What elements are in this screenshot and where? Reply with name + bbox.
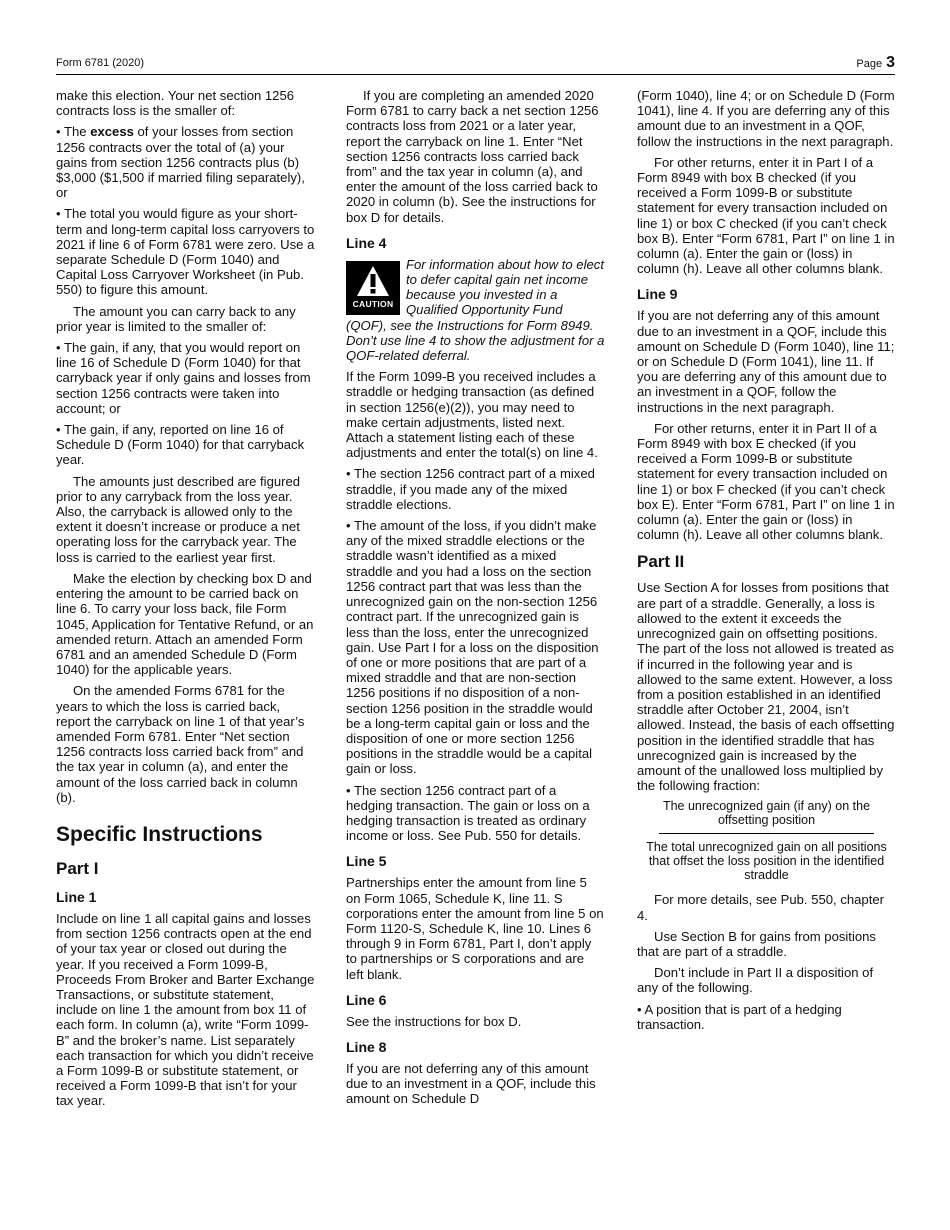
page-indicator <box>856 54 895 72</box>
heading-specific-instructions: Specific Instructions <box>56 822 263 846</box>
paragraph: For other returns, enter it in Part I of a Form 8949 with box B checked (if you received a Form 1099-B or substitute statement for every transaction included on line 1) or box C checked (if you can’t check box B). Enter “Form 6781, Part I” on line 1 in column (a). Enter the gain or (loss) in column (h). Leave all other columns blank. <box>637 154 895 277</box>
caution-note <box>346 257 605 363</box>
heading-line-5: Line 5 <box>346 853 387 870</box>
bullet-item: • The total you would figure as your short-term and long-term capital loss carryovers to 2021 if line 6 of Form 6781 were zero. Use a separate Schedule D (Form 1040) and Capital Loss Carryover Worksheet (in Pub. 550) to figure this amount. <box>56 206 315 298</box>
fraction-numerator: The unrecognized gain (if any) on the offsetting position <box>662 799 871 828</box>
paragraph: Include on line 1 all capital gains and losses from section 1256 contracts open at the end of your tax year or closed out during the year. If you received a Form 1099-B, Proceeds From Broker and Barter Exchange Transactions, or substitute statement, include on line 1 the amount from box 11 of each form. In column (a), write “Form 1099-B” and the broker’s name. List separately each transaction for which you didn’t receive a Form 1099-B or substitute statement, or received a Form 1099-B that isn’t for your tax year. <box>56 910 315 1109</box>
column-2 <box>346 88 605 1113</box>
bullet-item: • The section 1256 contract part of a hedging transaction. The gain or loss on a hedging transaction is treated as ordinary income or loss. See Pub. 550 for details. <box>346 782 590 844</box>
heading-line-9: Line 9 <box>637 286 678 303</box>
paragraph: Make the election by checking box D and entering the amount to be carried back on line 6. To carry your loss back, file Form 1045, Application for Tentative Refund, or an amended return. Attach an amended Form 6781 and an amended Schedule D (Form 1040) for the applicable years. <box>56 570 314 678</box>
paragraph: The amount you can carry back to any prior year is limited to the smaller of: <box>56 303 296 334</box>
paragraph: The amounts just described are figured prior to any carryback from the loss year. Also, the carryback is allowed only to the extent it doesn’t increase or produce a net operating loss for the carryback year. The loss is carried to the earliest year first. <box>56 473 301 565</box>
bullet-excess-losses: • The excess of your losses from section 1256 contracts over the total of (a) your gains from section 1256 contracts plus (b) $3,000 ($1,500 if married filing separately), or <box>56 124 305 201</box>
paragraph: Don’t include in Part II a disposition of any of the following. <box>637 965 874 996</box>
heading-part-1: Part I <box>56 858 99 878</box>
heading-line-1: Line 1 <box>56 888 97 905</box>
paragraph: See the instructions for box D. <box>346 1013 522 1029</box>
fraction-denominator: The total unrecognized gain on all positions that offset the loss position in the identified straddle <box>646 840 887 883</box>
column-1 <box>56 88 315 1115</box>
paragraph: If the Form 1099-B you received includes a straddle or hedging transaction (as defined in section 1256(e)(2)), you may need to make certain adjustments, listed next. Attach a statement listing each of these adjustments and enter the total(s) on line 4. <box>346 369 598 461</box>
warning-triangle-icon <box>355 264 391 298</box>
bold-excess: excess <box>90 124 134 140</box>
page-label: Page <box>856 58 883 70</box>
column-3 <box>637 88 896 1038</box>
paragraph: Partnerships enter the amount from line 5 on Form 1065, Schedule K, line 11. S corporations enter the amount from line 5 on Form 1120-S, Schedule K, line 10. Lines 6 through 9 in Form 6781, Part I, don’t apply to partnerships or S corporations and are left blank. <box>346 875 604 982</box>
fraction-formula <box>637 799 896 882</box>
paragraph: If you are completing an amended 2020 Form 6781 to carry back a net section 1256 contracts loss from 2021 or a later year, report the carryback on line 1. Enter “Net section 1256 contracts loss carried back from” and the tax year in column (a), and enter the amount of the loss carried back to 2020 in column (b). See the instructions for box D for details. <box>346 88 599 225</box>
paragraph: Use Section A for losses from positions that are part of a straddle. Generally, a loss is allowed to the extent it exceeds the unrecognized gain on offsetting positions. The part of the loss not allowed is treated as if incurred in the following year and is allowed to the same extent. However, a loss from a position established in an identified straddle after October 21, 2004, isn’t allowed. Instead, the basis of each offsetting position in the identified straddle that has unrecognized gain is increased by the amount of the unallowed loss multiplied by the following fraction: <box>637 580 895 794</box>
page-header <box>56 54 895 75</box>
paragraph: Use Section B for gains from positions that are part of a straddle. <box>637 928 876 959</box>
bullet-item: • The gain, if any, that you would report on line 16 of Schedule D (Form 1040) for that carryback year if only gains and losses from section 1256 contracts were taken into account; or <box>56 340 311 416</box>
form-id: Form 6781 (2020) <box>56 57 145 69</box>
paragraph: make this election. Your net section 1256 contracts loss is the smaller of: <box>56 88 295 119</box>
caution-label: CAUTION <box>352 298 394 309</box>
heading-line-8: Line 8 <box>346 1038 387 1055</box>
caution-icon <box>346 261 400 315</box>
paragraph: If you are not deferring any of this amount due to an investment in a QOF, include this amount on Schedule D <box>346 1060 596 1107</box>
bullet-item: • The gain, if any, reported on line 16 of Schedule D (Form 1040) for that carryback year. <box>56 422 305 468</box>
heading-line-6: Line 6 <box>346 991 387 1008</box>
bullet-item: • The section 1256 contract part of a mixed straddle, if you made any of the mixed straddle elections. <box>346 466 595 512</box>
heading-line-4: Line 4 <box>346 234 387 251</box>
bullet-item: • A position that is part of a hedging transaction. <box>637 1001 842 1032</box>
paragraph: On the amended Forms 6781 for the years to which the loss is carried back, report the carryback on line 1 of that year’s amended Form 6781. Enter “Net section 1256 contracts loss carried back from” and the tax year in column (a), and enter the amount of the loss carried back in column (b). <box>56 683 305 805</box>
paragraph: For more details, see Pub. 550, chapter 4. <box>637 892 884 923</box>
heading-part-2: Part II <box>637 552 685 572</box>
page-number: 3 <box>886 54 895 71</box>
fraction-rule <box>659 833 874 834</box>
caution-text: For information about how to elect to defer capital gain net income because you invested in a Qualified Opportunity Fund (QOF), see the Instructions for Form 8949. Don’t use line 4 to show the adjustment for a QOF-related deferral. <box>346 256 605 364</box>
paragraph: If you are not deferring any of this amount due to an investment in a QOF, include this amount on Schedule D (Form 1040), line 11; or on Schedule D (Form 1041), line 11. If you are deferring any of this amount due to an investment in a QOF, follow the instructions in the next paragraph. <box>637 308 895 415</box>
bullet-item: • The amount of the loss, if you didn’t make any of the mixed straddle elections or the straddle wasn’t identified as a mixed straddle and you had a loss on the section 1256 contract part that was less than the unrecognized gain on the non-section 1256 contract part. If the unrecognized gain is less than the loss, enter the unrecognized gain. Use Part I for a loss on the disposition of one or more positions that are part of a mixed straddle and that are non-section 1256 positions if no disposition of a non-section 1256 position in the straddle would be a long-term capital gain or loss and the disposition of one or more section 1256 positions in the straddle would be a capital gain or loss. <box>346 518 599 777</box>
paragraph: (Form 1040), line 4; or on Schedule D (Form 1041), line 4. If you are deferring any of this amount due to an investment in a QOF, follow the instructions in the next paragraph. <box>637 88 895 149</box>
paragraph: For other returns, enter it in Part II of a Form 8949 with box E checked (if you received a Form 1099-B or substitute statement for every transaction included on line 1) or box F checked (if you can’t check box E). Enter “Form 6781, Part I” on line 1 in column (a). Enter the gain or (loss) in column (h). Leave all other columns blank. <box>637 420 895 543</box>
